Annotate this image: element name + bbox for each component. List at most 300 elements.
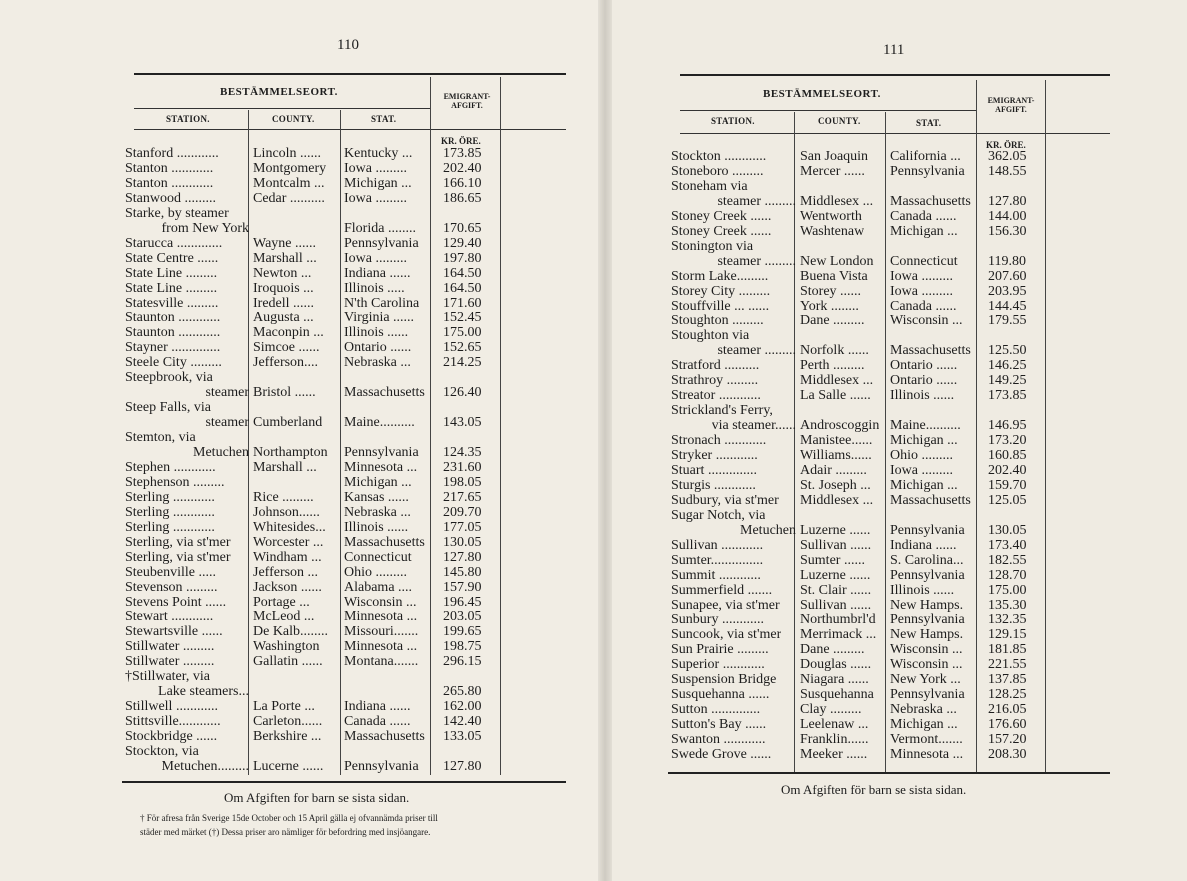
county-cell: La Salle ...... <box>800 388 871 404</box>
fee-cell: 198.05 <box>443 474 482 490</box>
fee-cell: 175.00 <box>443 325 482 341</box>
county-cell: Mercer ...... <box>800 163 865 179</box>
state-cell: Vermont....... <box>890 732 963 748</box>
fee-cell: 186.65 <box>443 190 482 206</box>
county-cell: De Kalb........ <box>253 624 329 640</box>
fee-cell: 124.35 <box>443 445 482 460</box>
station-cell: Summerfield ....... <box>671 582 773 598</box>
station-cell: Stoney Creek ...... <box>671 223 772 239</box>
station-cell: †Stillwater, via <box>125 669 210 685</box>
state-cell: Canada ...... <box>890 208 957 224</box>
station-cell: from New York <box>161 220 249 236</box>
station-cell: State Centre ...... <box>125 250 219 266</box>
station-cell: Stanford ............ <box>125 146 219 161</box>
fee-cell: 137.85 <box>988 672 1027 688</box>
table-row <box>604 164 1187 179</box>
fee-cell: 197.80 <box>443 250 482 266</box>
state-cell: Pennsylvania <box>890 687 965 703</box>
fee-cell: 196.45 <box>443 594 482 610</box>
table-row <box>604 687 1187 702</box>
station-cell: Stillwater ......... <box>125 654 215 670</box>
county-cell: Jefferson ... <box>253 564 319 580</box>
county-cell: Norfolk ...... <box>800 343 869 359</box>
state-cell: Illinois ..... <box>344 280 405 296</box>
table-row <box>604 194 1187 209</box>
table-row <box>0 699 600 714</box>
station-cell: Stanton ............ <box>125 175 214 191</box>
station-cell: Stanton ............ <box>125 160 214 176</box>
table-row <box>604 313 1187 328</box>
state-cell: Alabama .... <box>344 579 413 595</box>
state-cell: Maine.......... <box>890 418 961 434</box>
state-cell: Florida ........ <box>344 220 416 236</box>
county-cell: Androscoggin <box>800 418 880 434</box>
table-row <box>604 209 1187 224</box>
county-cell: Simcoe ...... <box>253 340 320 356</box>
station-cell: Swede Grove ...... <box>671 747 772 762</box>
station-cell: Stittsville............ <box>125 714 221 730</box>
state-cell: Massachusetts <box>344 534 425 550</box>
state-cell: Massachusetts <box>890 492 971 508</box>
station-cell: Sutton .............. <box>671 702 761 718</box>
station-cell: Sullivan ............ <box>671 537 764 553</box>
state-cell: New Hamps. <box>890 597 964 613</box>
fee-cell: 181.85 <box>988 642 1027 658</box>
station-cell: Suncook, via st'mer <box>671 627 782 643</box>
table-row <box>604 553 1187 568</box>
table-row <box>604 732 1187 747</box>
county-cell: Dane ......... <box>800 313 865 329</box>
county-cell: New London <box>800 253 874 269</box>
county-cell: Dane ......... <box>800 642 865 658</box>
fee-cell: 156.30 <box>988 223 1027 239</box>
table-row <box>604 358 1187 373</box>
station-cell: Staunton ............ <box>125 310 221 326</box>
table-row <box>0 654 600 669</box>
station-cell: Staunton ............ <box>125 325 221 341</box>
table-row <box>604 508 1187 523</box>
station-cell: Stronach ............ <box>671 433 767 449</box>
county-cell: Douglas ...... <box>800 657 872 673</box>
state-cell: Massachusetts <box>344 729 425 745</box>
fee-cell: 129.15 <box>988 627 1027 643</box>
county-cell: Sullivan ...... <box>800 597 872 613</box>
table-row <box>604 433 1187 448</box>
county-header: COUNTY. <box>272 114 315 124</box>
table-row <box>0 580 600 595</box>
station-cell: Stayner .............. <box>125 340 221 356</box>
table-row <box>0 460 600 475</box>
station-cell: Sunbury ............ <box>671 612 764 628</box>
fee-cell: 199.65 <box>443 624 482 640</box>
state-cell: Connecticut <box>344 549 412 565</box>
table-row <box>0 595 600 610</box>
station-cell: Steele City ......... <box>125 355 222 371</box>
table-row <box>604 224 1187 239</box>
state-cell: Wisconsin ... <box>890 657 963 673</box>
state-cell: S. Carolina... <box>890 552 964 568</box>
table-row <box>0 400 600 415</box>
station-cell: Stonington via <box>671 238 754 254</box>
table-row <box>0 475 600 490</box>
station-cell: Storey City ......... <box>671 283 771 299</box>
station-cell: Stratford .......... <box>671 358 760 374</box>
station-cell: Steubenville ..... <box>125 564 216 580</box>
fee-cell: 125.50 <box>988 343 1027 359</box>
county-cell: Middlesex ... <box>800 492 874 508</box>
state-cell: Nebraska ... <box>890 702 957 718</box>
state-cell: Missouri....... <box>344 624 419 640</box>
table-row <box>604 373 1187 388</box>
fee-cell: 164.50 <box>443 280 482 296</box>
station-cell: Stillwell ............ <box>125 699 218 715</box>
state-cell: Maine.......... <box>344 415 415 431</box>
state-cell: Michigan ... <box>890 433 958 449</box>
station-cell: Statesville ......... <box>125 295 219 311</box>
station-cell: Strathroy ......... <box>671 373 759 389</box>
county-cell: Montcalm ... <box>253 175 325 191</box>
table-row <box>0 445 600 460</box>
destination-header: BESTÄMMELSEORT. <box>220 86 338 98</box>
page-number: 110 <box>337 37 359 53</box>
state-cell: Nebraska ... <box>344 504 411 520</box>
table-row <box>0 266 600 281</box>
fee-cell: 175.00 <box>988 582 1027 598</box>
fee-cell: 207.60 <box>988 268 1027 284</box>
fee-cell: 130.05 <box>443 534 482 550</box>
county-cell: Marshall ... <box>253 459 317 475</box>
state-cell: Michigan ... <box>344 474 412 490</box>
header-rule <box>134 108 430 109</box>
table-row <box>604 493 1187 508</box>
state-cell: Indiana ...... <box>890 537 957 553</box>
header-bottom-rule <box>134 129 566 130</box>
table-row <box>0 744 600 759</box>
table-row <box>0 430 600 445</box>
table-row <box>0 251 600 266</box>
fee-cell: 127.80 <box>988 193 1027 209</box>
table-row <box>604 403 1187 418</box>
state-cell: Indiana ...... <box>344 699 411 715</box>
station-cell: Stewartsville ...... <box>125 624 223 640</box>
fee-header: EMIGRANT- AFGIFT. <box>987 96 1035 114</box>
table-row <box>0 281 600 296</box>
county-cell: Perth ......... <box>800 358 865 374</box>
station-cell: Stuart .............. <box>671 462 757 478</box>
table-row <box>0 714 600 729</box>
station-cell: Stoneham via <box>671 178 748 194</box>
county-cell: Cumberland <box>253 415 323 431</box>
station-cell: Starucca ............. <box>125 235 223 251</box>
table-row <box>0 355 600 370</box>
fee-cell: 164.50 <box>443 265 482 281</box>
state-cell: Ohio ......... <box>344 564 407 580</box>
fee-cell: 125.05 <box>988 492 1027 508</box>
station-cell: Stouffville ... ...... <box>671 298 770 314</box>
county-cell: La Porte ... <box>253 699 315 715</box>
state-cell: Pennsylvania <box>344 235 419 251</box>
state-cell: Massachusetts <box>344 385 425 401</box>
fee-cell: 129.40 <box>443 235 482 251</box>
county-cell: San Joaquin <box>800 149 869 164</box>
station-cell: Strickland's Ferry, <box>671 403 773 419</box>
county-cell: Sumter ...... <box>800 552 865 568</box>
table-row <box>0 565 600 580</box>
fee-cell: 152.45 <box>443 310 482 326</box>
table-row <box>0 191 600 206</box>
state-cell: Pennsylvania <box>344 758 419 774</box>
county-cell: Bristol ...... <box>253 385 316 401</box>
fee-cell: 173.85 <box>443 146 482 161</box>
county-header: COUNTY. <box>818 116 861 126</box>
state-cell: Ontario ...... <box>890 358 958 374</box>
fee-cell: 144.00 <box>988 208 1027 224</box>
state-cell: Minnesota ... <box>344 609 418 625</box>
state-cell: Iowa ......... <box>890 283 953 299</box>
station-cell: steamer ......... <box>717 193 796 209</box>
station-cell: Stanwood ......... <box>125 190 216 206</box>
fee-cell: 208.30 <box>988 747 1027 762</box>
county-cell: Sullivan ...... <box>800 537 872 553</box>
destination-header: BESTÄMMELSEORT. <box>763 88 881 100</box>
station-cell: Sterling ............ <box>125 519 215 535</box>
station-cell: State Line ......... <box>125 280 218 296</box>
state-cell: Michigan ... <box>344 175 412 191</box>
table-row <box>0 759 600 774</box>
county-cell: Franklin...... <box>800 732 869 748</box>
county-cell: St. Joseph ... <box>800 477 871 493</box>
station-cell: Lake steamers... <box>158 684 249 700</box>
county-cell: Lincoln ...... <box>253 146 322 161</box>
table-row <box>0 490 600 505</box>
state-cell: Iowa ......... <box>344 250 407 266</box>
station-cell: Suspension Bridge <box>671 672 777 688</box>
county-cell: Luzerne ...... <box>800 567 871 583</box>
county-cell: Johnson...... <box>253 504 320 520</box>
state-cell: Massachusetts <box>890 343 971 359</box>
station-cell: Sterling, via st'mer <box>125 534 231 550</box>
county-cell: Washington <box>253 639 320 655</box>
state-cell: Iowa ......... <box>890 268 953 284</box>
unit-label: KR. ÖRE. <box>441 136 481 146</box>
table-row <box>604 672 1187 687</box>
table-row <box>0 415 600 430</box>
county-cell: Gallatin ...... <box>253 654 323 670</box>
fee-cell: 231.60 <box>443 459 482 475</box>
top-rule <box>134 73 566 75</box>
state-cell: Ontario ...... <box>890 373 958 389</box>
table-row <box>604 538 1187 553</box>
county-cell: Whitesides... <box>253 519 326 535</box>
state-cell: New York ... <box>890 672 961 688</box>
county-cell: Buena Vista <box>800 268 868 284</box>
fee-cell: 203.05 <box>443 609 482 625</box>
table-row <box>0 385 600 400</box>
county-cell: Manistee...... <box>800 433 873 449</box>
station-cell: Starke, by steamer <box>125 205 229 221</box>
county-cell: Rice ......... <box>253 489 314 505</box>
table-row <box>0 684 600 699</box>
fee-cell: 203.95 <box>988 283 1027 299</box>
top-rule <box>680 74 1110 76</box>
station-cell: Metuchen <box>740 522 796 538</box>
fee-cell: 127.80 <box>443 549 482 565</box>
state-cell: Iowa ......... <box>890 462 953 478</box>
fee-cell: 128.70 <box>988 567 1027 583</box>
table-row <box>604 568 1187 583</box>
state-cell: Minnesota ... <box>344 639 418 655</box>
station-cell: Stoney Creek ...... <box>671 208 772 224</box>
right-page <box>604 0 1187 881</box>
table-row <box>0 505 600 520</box>
footnote-line: städer med märket (†) Dessa priser aro nämliger för befordring med insjöangare. <box>140 827 431 837</box>
station-cell: Stockton, via <box>125 744 199 759</box>
station-cell: Swanton ............ <box>671 732 766 748</box>
county-cell: Middlesex ... <box>800 373 874 389</box>
table-row <box>0 370 600 385</box>
fee-cell: 130.05 <box>988 522 1027 538</box>
station-cell: steamer ......... <box>717 343 796 359</box>
fee-cell: 128.25 <box>988 687 1027 703</box>
station-cell: Sturgis ............ <box>671 477 756 493</box>
station-cell: Sumter............... <box>671 552 764 568</box>
station-header: STATION. <box>166 114 210 124</box>
station-cell: Storm Lake......... <box>671 268 769 284</box>
fee-cell: 362.05 <box>988 149 1027 164</box>
state-cell: Kansas ...... <box>344 489 409 505</box>
table-row <box>604 299 1187 314</box>
table-row <box>604 657 1187 672</box>
state-header: STAT. <box>371 114 397 124</box>
county-cell: Cedar .......... <box>253 190 325 206</box>
state-cell: Connecticut <box>890 253 958 269</box>
county-cell: Jackson ...... <box>253 579 322 595</box>
station-cell: Sugar Notch, via <box>671 507 766 523</box>
fee-cell: 119.80 <box>988 253 1026 269</box>
table-row <box>0 161 600 176</box>
station-cell: Stockbridge ...... <box>125 729 218 745</box>
header-rule <box>680 110 976 111</box>
fee-cell: 202.40 <box>988 462 1027 478</box>
fee-cell: 171.60 <box>443 295 482 311</box>
station-cell: Stephen ............ <box>125 459 216 475</box>
table-row <box>604 523 1187 538</box>
state-cell: Nebraska ... <box>344 355 411 371</box>
fee-cell: 217.65 <box>443 489 482 505</box>
county-cell: Newton ... <box>253 265 312 281</box>
county-cell: Portage ... <box>253 594 310 610</box>
table-row <box>0 206 600 221</box>
bottom-rule <box>122 781 566 783</box>
state-cell: Michigan ... <box>890 223 958 239</box>
state-header: STAT. <box>916 118 942 128</box>
fee-cell: 143.05 <box>443 415 482 431</box>
state-cell: Ohio ......... <box>890 448 953 463</box>
fee-cell: 146.95 <box>988 418 1027 434</box>
state-cell: Minnesota ... <box>344 459 418 475</box>
state-cell: Massachusetts <box>890 193 971 209</box>
fee-cell: 182.55 <box>988 552 1027 568</box>
bottom-rule <box>668 772 1110 774</box>
fee-cell: 149.25 <box>988 373 1027 389</box>
station-cell: Sterling, via st'mer <box>125 549 231 565</box>
table-row <box>0 221 600 236</box>
county-cell: Carleton...... <box>253 714 323 730</box>
station-cell: via steamer...... <box>711 418 796 434</box>
station-cell: steamer <box>205 415 249 431</box>
state-cell: New Hamps. <box>890 627 964 643</box>
station-cell: Superior ............ <box>671 657 765 673</box>
state-cell: Indiana ...... <box>344 265 411 281</box>
county-cell: Niagara ...... <box>800 672 869 688</box>
county-cell: Jefferson.... <box>253 355 319 371</box>
fee-cell: 159.70 <box>988 477 1027 493</box>
state-cell: Minnesota ... <box>890 747 964 762</box>
fee-cell: 173.40 <box>988 537 1027 553</box>
table-row <box>604 478 1187 493</box>
fee-cell: 133.05 <box>443 729 482 745</box>
fee-cell: 144.45 <box>988 298 1027 314</box>
fee-cell: 198.75 <box>443 639 482 655</box>
table-row <box>604 149 1187 164</box>
station-cell: Stockton ............ <box>671 149 767 164</box>
station-cell: Steep Falls, via <box>125 400 211 416</box>
fee-cell: 142.40 <box>443 714 482 730</box>
state-cell: Michigan ... <box>890 477 958 493</box>
table-row <box>604 612 1187 627</box>
state-cell: Illinois ...... <box>344 325 409 341</box>
table-row <box>604 448 1187 463</box>
table-row <box>604 717 1187 732</box>
county-cell: Iredell ...... <box>253 295 315 311</box>
table-row <box>0 550 600 565</box>
table-row <box>604 343 1187 358</box>
state-cell: Illinois ...... <box>890 582 955 598</box>
fee-cell: 152.65 <box>443 340 482 356</box>
county-cell: St. Clair ...... <box>800 582 872 598</box>
state-cell: Pennsylvania <box>890 567 965 583</box>
table-row <box>0 296 600 311</box>
county-cell: Maconpin ... <box>253 325 324 341</box>
fee-cell: 221.55 <box>988 657 1027 673</box>
state-cell: Pennsylvania <box>890 163 965 179</box>
table-row <box>0 609 600 624</box>
fee-cell: 148.55 <box>988 163 1027 179</box>
state-cell: Pennsylvania <box>344 445 419 460</box>
fee-cell: 202.40 <box>443 160 482 176</box>
table-row <box>604 627 1187 642</box>
state-cell: Canada ...... <box>890 298 957 314</box>
county-cell: Williams...... <box>800 448 872 463</box>
fee-cell: 160.85 <box>988 448 1027 463</box>
station-cell: steamer <box>205 385 249 401</box>
station-cell: Metuchen <box>193 445 249 460</box>
table-row <box>0 624 600 639</box>
fee-cell: 157.90 <box>443 579 482 595</box>
fee-cell: 179.55 <box>988 313 1027 329</box>
station-cell: Sun Prairie ......... <box>671 642 769 658</box>
table-row <box>604 179 1187 194</box>
fee-cell: 173.20 <box>988 433 1027 449</box>
county-cell: Windham ... <box>253 549 322 565</box>
table-row <box>604 598 1187 613</box>
county-cell: Worcester ... <box>253 534 324 550</box>
fee-cell: 166.10 <box>443 175 482 191</box>
station-cell: Streator ............ <box>671 388 761 404</box>
table-row <box>604 239 1187 254</box>
county-cell: Washtenaw <box>800 223 865 239</box>
station-cell: Sterling ............ <box>125 489 215 505</box>
